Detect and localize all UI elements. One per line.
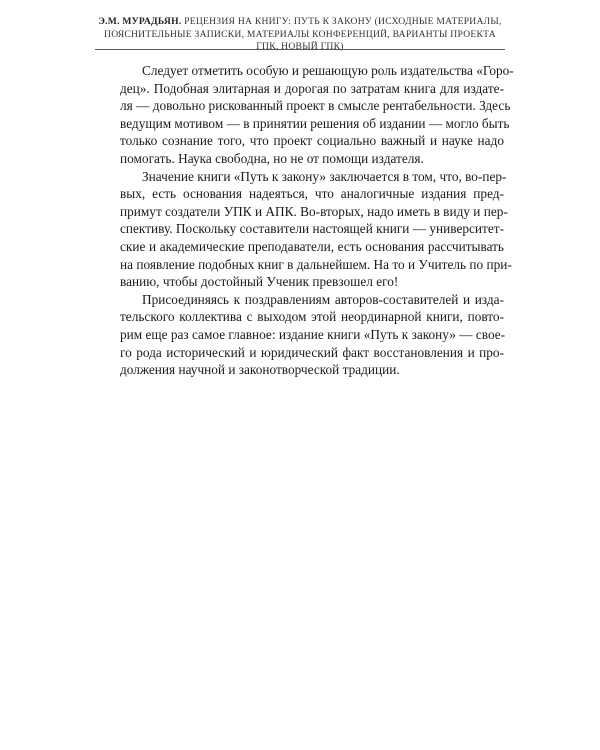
running-head-line-2: ПОЯСНИТЕЛЬНЫЕ ЗАПИСКИ, МАТЕРИАЛЫ КОНФЕРЕНЦИЙ, ВАРИАНТЫ ПРОЕКТА ГПК, НОВЫЙ ГПК) xyxy=(104,28,496,52)
paragraph-2-line: ванию, чтобы достойный Ученик превзошел его! xyxy=(120,274,399,290)
running-head xyxy=(95,16,505,54)
paragraph-2-line: спективу. Поскольку составители настоящей книги — университет- xyxy=(120,221,504,237)
paragraph-1-line: ведущим мотивом — в принятии решения об издании — могло быть xyxy=(120,115,510,131)
paragraph-2-line: на появление подобных книг в дальнейшем. На то и Учитель по при- xyxy=(120,256,512,272)
running-head-author: Э.М. МУРАДЬЯН. xyxy=(98,16,182,27)
paragraph-2 xyxy=(98,168,512,291)
body-text xyxy=(98,62,514,379)
paragraph-2-line: Значение книги «Путь к закону» заключается в том, что, во-пер- xyxy=(142,168,507,184)
running-head-line-1 xyxy=(95,16,505,29)
paragraph-2-line: ские и академические преподаватели, есть основания рассчитывать xyxy=(120,238,504,254)
header-rule xyxy=(95,49,505,50)
paragraph-3-line: рим еще раз самое главное: издание книги «Путь к закону» — свое- xyxy=(120,326,506,342)
paragraph-1-line: Следует отметить особую и решающую роль издательства «Горо- xyxy=(142,63,514,78)
paragraph-2-line: примут создатели УПК и АПК. Во-вторых, надо иметь в виду и пер- xyxy=(120,203,508,219)
paragraph-3 xyxy=(98,291,504,379)
running-head-title-part1: РЕЦЕНЗИЯ НА КНИГУ: ПУТЬ К ЗАКОНУ (ИСХОДНЫЕ МАТЕРИАЛЫ, xyxy=(184,16,502,27)
paragraph-3-line: Присоединяясь к поздравлениям авторов-составителей и изда- xyxy=(142,291,504,307)
paragraph-1-line: ля — довольно рискованный проект в смысле рентабельности. Здесь xyxy=(120,98,511,114)
paragraph-1-line: только сознание того, что проект социально важный и науке надо xyxy=(120,133,504,149)
paragraph-3-line: го рода исторический и юридический факт восстановления и про- xyxy=(120,344,504,360)
paragraph-3-line: тельского коллектива с выходом этой неординарной книги, повто- xyxy=(120,309,504,325)
paragraph-2-line: вых, есть основания надеяться, что аналогичные издания пред- xyxy=(120,186,504,202)
paragraph-3-line: должения научной и законотворческой традиции. xyxy=(120,362,400,378)
paragraph-1-line: дец». Подобная элитарная и дорогая по затратам книга для издате- xyxy=(120,80,504,96)
paragraph-1-line: помогать. Наука свободна, но не от помощи издателя. xyxy=(120,150,424,166)
paragraph-1 xyxy=(98,62,514,168)
